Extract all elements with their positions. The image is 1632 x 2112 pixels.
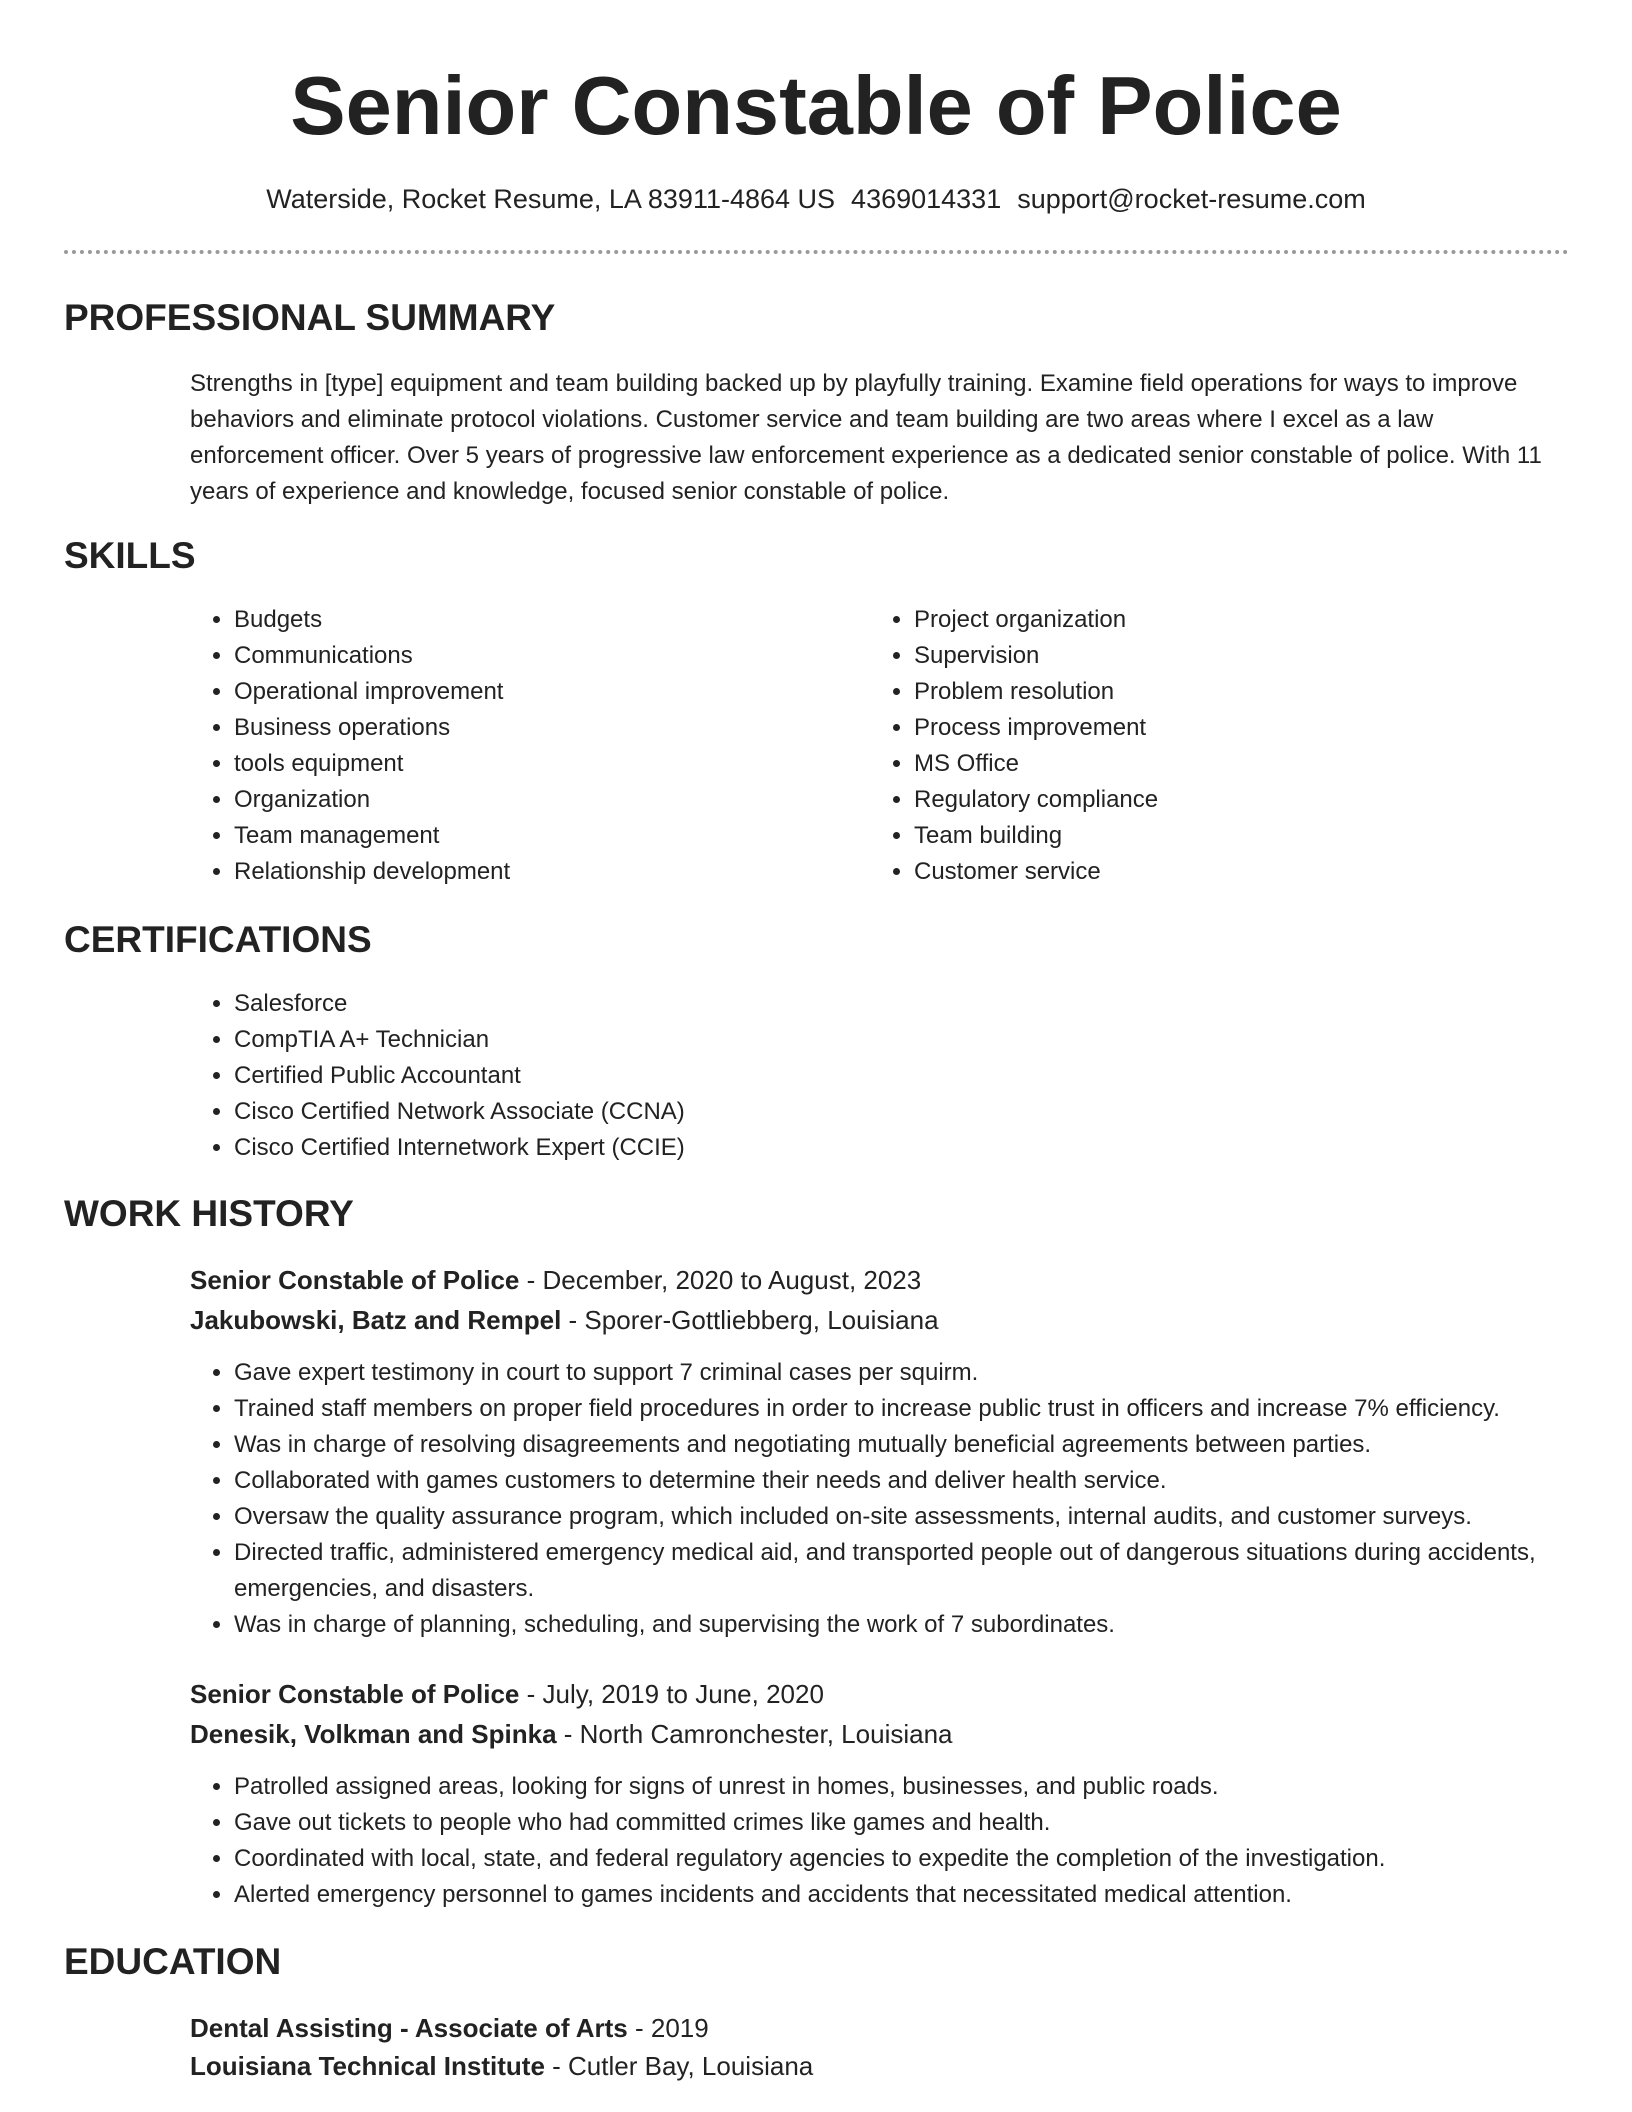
certification-item: • Cisco Certified Internetwork Expert (CCIE): [234, 1130, 1534, 1166]
education-school-line: [190, 2048, 813, 2084]
contact-line: [0, 181, 1632, 217]
job-1-location: - Sporer-Gottliebberg, Louisiana: [561, 1305, 939, 1335]
job-1-dates: - December, 2020 to August, 2023: [519, 1265, 922, 1295]
skill-item: • Relationship development: [234, 854, 854, 890]
job-2-company-line: [190, 1716, 953, 1752]
section-title-education: EDUCATION: [64, 1941, 282, 1982]
skill-item: • Supervision: [914, 638, 1534, 674]
certification-item: • CompTIA A+ Technician: [234, 1022, 1534, 1058]
certification-item: • Salesforce: [234, 986, 1534, 1022]
certification-item: • Cisco Certified Network Associate (CCNA): [234, 1094, 1534, 1130]
contact-address: Waterside, Rocket Resume, LA 83911-4864 US: [266, 184, 836, 214]
skill-item: • Operational improvement: [234, 674, 854, 710]
job-2-duties: [190, 1769, 1624, 1913]
section-title-skills: SKILLS: [64, 535, 196, 576]
contact-email: support@rocket-resume.com: [1017, 184, 1366, 214]
skill-item: • Team management: [234, 818, 854, 854]
section-title-work-history: WORK HISTORY: [64, 1193, 354, 1234]
education-school: Louisiana Technical Institute: [190, 2051, 545, 2081]
job-2-role: Senior Constable of Police: [190, 1679, 520, 1709]
duty-item: • Coordinated with local, state, and federal regulatory agencies to expedite the completion of the investigation.: [234, 1841, 1624, 1877]
skills-list-left: [190, 602, 854, 890]
job-1-duties: [190, 1355, 1624, 1643]
job-1-title-line: [190, 1262, 921, 1298]
education-year: - 2019: [627, 2013, 709, 2043]
duty-item: • Gave expert testimony in court to support 7 criminal cases per squirm.: [234, 1355, 1624, 1391]
skill-item: • Project organization: [914, 602, 1534, 638]
summary-text: Strengths in [type] equipment and team building backed up by playfully training. Examine field operations for ways to improve behaviors and eliminate protocol violations. Customer service and team building are two areas where I excel as a law enforcement officer. Over 5 years of progressive law enforcement experience as a dedicated senior constable of police. With 11 years of experience and knowledge, focused senior constable of police.: [190, 370, 1542, 505]
duty-item: • Was in charge of resolving disagreements and negotiating mutually beneficial agreements between parties.: [234, 1427, 1624, 1463]
duty-item: • Gave out tickets to people who had committed crimes like games and health.: [234, 1805, 1624, 1841]
job-1-company-line: [190, 1302, 939, 1338]
skill-item: • Team building: [914, 818, 1534, 854]
skill-item: • Process improvement: [914, 710, 1534, 746]
duty-item: • Alerted emergency personnel to games incidents and accidents that necessitated medical attention.: [234, 1877, 1624, 1913]
certifications-list: [190, 986, 1534, 1166]
job-2-dates: - July, 2019 to June, 2020: [519, 1679, 824, 1709]
job-2-location: - North Camronchester, Louisiana: [556, 1719, 953, 1749]
skill-item: • Communications: [234, 638, 854, 674]
skill-item: • Problem resolution: [914, 674, 1534, 710]
duty-item: • Patrolled assigned areas, looking for signs of unrest in homes, businesses, and public roads.: [234, 1769, 1624, 1805]
contact-phone: 4369014331: [851, 184, 1002, 214]
certification-item: • Certified Public Accountant: [234, 1058, 1534, 1094]
skill-item: • Customer service: [914, 854, 1534, 890]
skill-item: • MS Office: [914, 746, 1534, 782]
skill-item: • Organization: [234, 782, 854, 818]
header-divider: [64, 250, 1569, 254]
skill-item: • tools equipment: [234, 746, 854, 782]
education-degree-line: [190, 2010, 709, 2046]
skill-item: • Business operations: [234, 710, 854, 746]
skill-item: • Regulatory compliance: [914, 782, 1534, 818]
job-1-role: Senior Constable of Police: [190, 1265, 520, 1295]
job-2-title-line: [190, 1676, 824, 1712]
duty-item: • Collaborated with games customers to determine their needs and deliver health service.: [234, 1463, 1624, 1499]
section-title-certifications: CERTIFICATIONS: [64, 919, 372, 960]
duty-item: • Trained staff members on proper field procedures in order to increase public trust in officers and increase 7% efficiency.: [234, 1391, 1624, 1427]
job-1-company: Jakubowski, Batz and Rempel: [190, 1305, 562, 1335]
education-location: - Cutler Bay, Louisiana: [544, 2051, 814, 2081]
job-2-company: Denesik, Volkman and Spinka: [190, 1719, 557, 1749]
candidate-name: Senior Constable of Police: [290, 59, 1342, 152]
duty-item: • Oversaw the quality assurance program, which included on-site assessments, internal audits, and customer surveys.: [234, 1499, 1624, 1535]
skills-list-right: [870, 602, 1534, 890]
skill-item: • Budgets: [234, 602, 854, 638]
duty-item: • Was in charge of planning, scheduling, and supervising the work of 7 subordinates.: [234, 1607, 1624, 1643]
education-degree: Dental Assisting - Associate of Arts: [190, 2013, 628, 2043]
section-title-summary: PROFESSIONAL SUMMARY: [64, 297, 556, 338]
duty-item: • Directed traffic, administered emergency medical aid, and transported people out of dangerous situations during accidents, emergencies, and disasters.: [234, 1535, 1624, 1607]
